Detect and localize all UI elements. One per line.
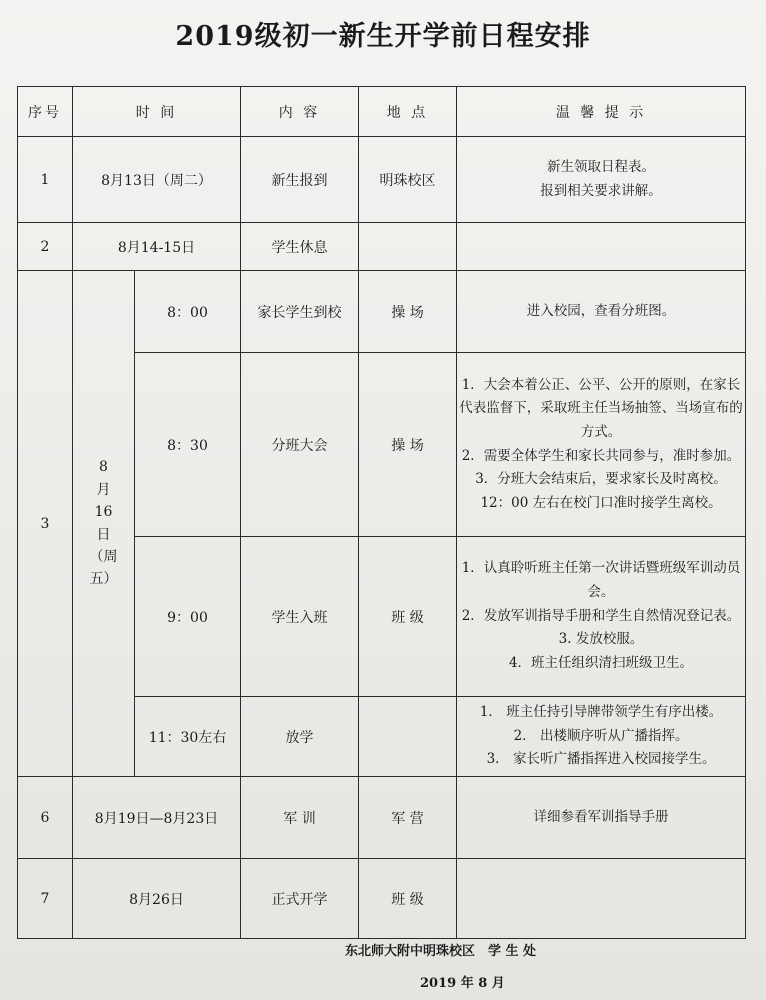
row-time: 11：30左右 xyxy=(135,697,241,777)
row-time: 9：00 xyxy=(135,537,241,697)
footer-date: 2019 年 8 月 xyxy=(420,976,505,991)
row-place: 操 场 xyxy=(359,353,457,537)
row-number: 2 xyxy=(18,223,73,271)
row-place xyxy=(359,697,457,777)
row-time: 8月26日 xyxy=(73,859,241,939)
tip-line: 3. 发放校服。 xyxy=(558,631,644,648)
row-tips xyxy=(457,137,746,223)
tip-line: 详细参看军训指导手册 xyxy=(533,808,669,825)
row-number: 7 xyxy=(18,859,73,939)
tip-line: 进入校园，查看分班图。 xyxy=(526,302,676,319)
row-content: 军 训 xyxy=(241,777,359,859)
row-number: 6 xyxy=(18,777,73,859)
row-content: 学生入班 xyxy=(241,537,359,697)
row-place: 操 场 xyxy=(359,271,457,353)
row-place: 班 级 xyxy=(359,859,457,939)
header-tips: 温 馨 提 示 xyxy=(457,87,746,137)
tip-line: 3．分班大会结束后，要求家长及时离校。 xyxy=(475,471,727,488)
row-tips xyxy=(457,777,746,859)
row-number: 3 xyxy=(18,271,73,777)
row-time: 8：00 xyxy=(135,271,241,353)
tip-line: 1． 班主任持引导牌带领学生有序出楼。 xyxy=(479,704,723,721)
row-place: 军 营 xyxy=(359,777,457,859)
row-tips xyxy=(457,537,746,697)
tip-line: 12：00 左右在校门口准时接学生离校。 xyxy=(480,494,722,511)
row-content: 新生报到 xyxy=(241,137,359,223)
row-content: 放学 xyxy=(241,697,359,777)
row-date-vertical: 8 月 16 日 （周 五） xyxy=(73,271,135,777)
row-content: 家长学生到校 xyxy=(241,271,359,353)
tip-line: 报到相关要求讲解。 xyxy=(540,182,662,199)
row-tips xyxy=(457,859,746,939)
row-place: 班 级 xyxy=(359,537,457,697)
row-content: 正式开学 xyxy=(241,859,359,939)
tip-line: 2． 出楼顺序听从广播指挥。 xyxy=(513,727,689,744)
table-header-row xyxy=(18,87,746,137)
row-time: 8月19日—8月23日 xyxy=(73,777,241,859)
tip-line: 1．大会本着公正、公平、公开的原则，在家长代表监督下，采取班主任当场抽签、当场宣布的方式。 xyxy=(459,376,743,440)
header-time: 时 间 xyxy=(73,87,241,137)
row-time: 8：30 xyxy=(135,353,241,537)
tip-line: 3． 家长听广播指挥进入校园接学生。 xyxy=(486,751,716,768)
table-row xyxy=(18,137,746,223)
row-content: 分班大会 xyxy=(241,353,359,537)
row-number: 1 xyxy=(18,137,73,223)
row-content: 学生休息 xyxy=(241,223,359,271)
row-tips xyxy=(457,271,746,353)
table-row xyxy=(18,859,746,939)
row-tips xyxy=(457,223,746,271)
header-no: 序号 xyxy=(18,87,73,137)
document-title: 2019级初一新生开学前日程安排 xyxy=(175,21,591,52)
table-row xyxy=(18,271,746,353)
row-tips xyxy=(457,353,746,537)
tip-line: 2．发放军训指导手册和学生自然情况登记表。 xyxy=(461,607,741,624)
row-place: 明珠校区 xyxy=(359,137,457,223)
tip-line: 2．需要全体学生和家长共同参与，准时参加。 xyxy=(461,447,741,464)
footer-organization: 东北师大附中明珠校区 学 生 处 xyxy=(345,944,537,959)
header-content: 内 容 xyxy=(241,87,359,137)
tip-line: 1．认真聆听班主任第一次讲话暨班级军训动员会。 xyxy=(461,560,741,601)
row-time: 8月14-15日 xyxy=(73,223,241,271)
tip-line: 4．班主任组织清扫班级卫生。 xyxy=(508,654,694,671)
schedule-table xyxy=(17,86,746,939)
table-row xyxy=(18,777,746,859)
row-place xyxy=(359,223,457,271)
table-row xyxy=(18,223,746,271)
tip-line: 新生领取日程表。 xyxy=(547,158,656,175)
header-place: 地 点 xyxy=(359,87,457,137)
row-tips xyxy=(457,697,746,777)
row-time: 8月13日（周二） xyxy=(73,137,241,223)
